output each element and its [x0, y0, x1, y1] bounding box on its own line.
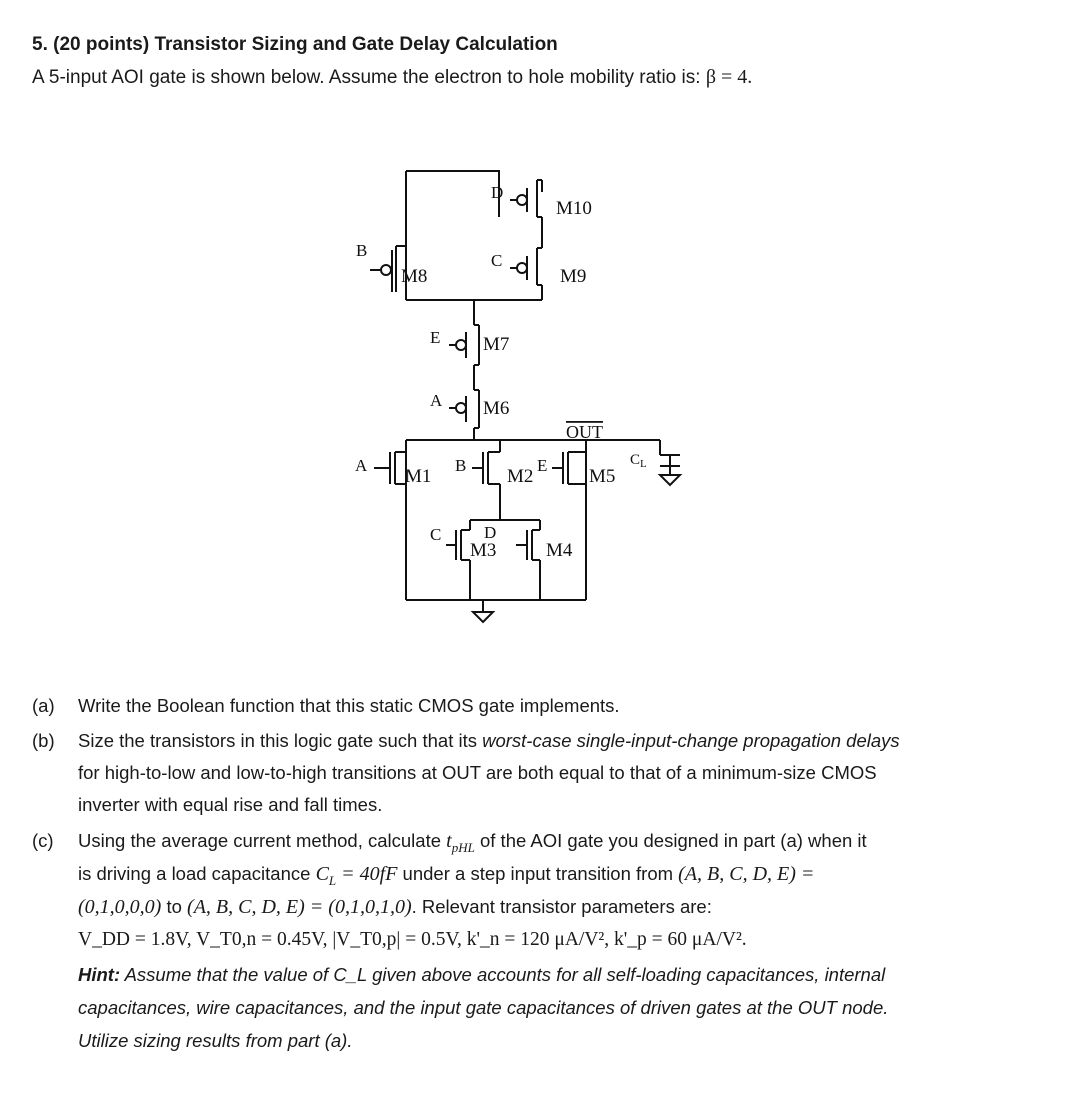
part-c-hint-line-1: Hint: Assume that the value of C_L given above accounts for all self-loading capacitances, internal: [78, 964, 886, 985]
m4-label: M4: [546, 540, 573, 561]
part-c-line-1: Using the average current method, calculate $t_{pHL}$ of the AOI gate you designed in part (a) when it: [78, 830, 867, 855]
part-c-line-2: is driving a load capacitance $C_L = 40fF$ under a step input transition from (A, B, C, D, E) =: [78, 863, 815, 888]
hint-label: Hint:: [78, 964, 121, 985]
m5-input-label: E: [537, 456, 548, 475]
m3-label: M3: [470, 540, 497, 561]
part-c-hint-line-3: Utilize sizing results from part (a).: [78, 1030, 353, 1051]
m5-label: M5: [589, 466, 616, 487]
m1-input-label: A: [355, 456, 368, 475]
m7-input-label: E: [430, 328, 441, 347]
m9-label: M9: [560, 266, 587, 287]
load-cap-value: $C_L = 40fF$: [315, 863, 398, 888]
m2-input-label: B: [455, 456, 467, 475]
m8-input-label: B: [356, 241, 368, 260]
out-node-label: OUT: [566, 422, 603, 442]
m9-input-label: C: [491, 251, 503, 270]
m2-label: M2: [507, 466, 534, 487]
part-c-params: V_DD = 1.8V, V_T0,n = 0.45V, |V_T0,p| = 0.5V, k'_n = 120 μA/V², k'_p = 60 μA/V².: [78, 929, 747, 950]
part-c-line-3: (0,1,0,0,0) to (A, B, C, D, E) = (0,1,0,1,0). Relevant transistor parameters are:: [78, 896, 712, 918]
part-b-emphasis: worst-case single-input-change propagation delays: [482, 730, 900, 751]
m10-label: M10: [556, 198, 592, 219]
intro-text: A 5-input AOI gate is shown below. Assume the electron to hole mobility ratio is:: [32, 67, 706, 88]
m4-input-label: D: [484, 523, 497, 542]
part-c-tag: (c): [32, 830, 54, 851]
part-a-text: Write the Boolean function that this static CMOS gate implements.: [78, 695, 620, 716]
beta-ratio: β = 4.: [705, 66, 753, 88]
part-a-tag: (a): [32, 695, 55, 716]
part-b-tag: (b): [32, 730, 55, 751]
part-b-line-3: inverter with equal rise and fall times.: [78, 794, 383, 815]
m1-label: M1: [405, 466, 432, 487]
tphl-symbol: $t_{pHL}$: [446, 830, 475, 855]
part-b-line-1: Size the transistors in this logic gate such that its worst-case single-input-change propagation delays: [78, 730, 900, 751]
m3-input-label: C: [430, 525, 442, 544]
m7-label: M7: [483, 334, 510, 355]
m6-input-label: A: [430, 391, 443, 410]
load-capacitor-label: $C_L$: [630, 452, 647, 470]
part-c-hint-line-2: capacitances, wire capacitances, and the input gate capacitances of driven gates at the OUT node.: [78, 997, 889, 1018]
m10-input-label: D: [491, 183, 504, 202]
m6-label: M6: [483, 398, 510, 419]
part-b-line-2: for high-to-low and low-to-high transitions at OUT are both equal to that of a minimum-size CMOS: [78, 762, 877, 783]
question-heading: 5. (20 points) Transistor Sizing and Gate Delay Calculation: [32, 34, 558, 55]
m8-label: M8: [401, 266, 428, 287]
